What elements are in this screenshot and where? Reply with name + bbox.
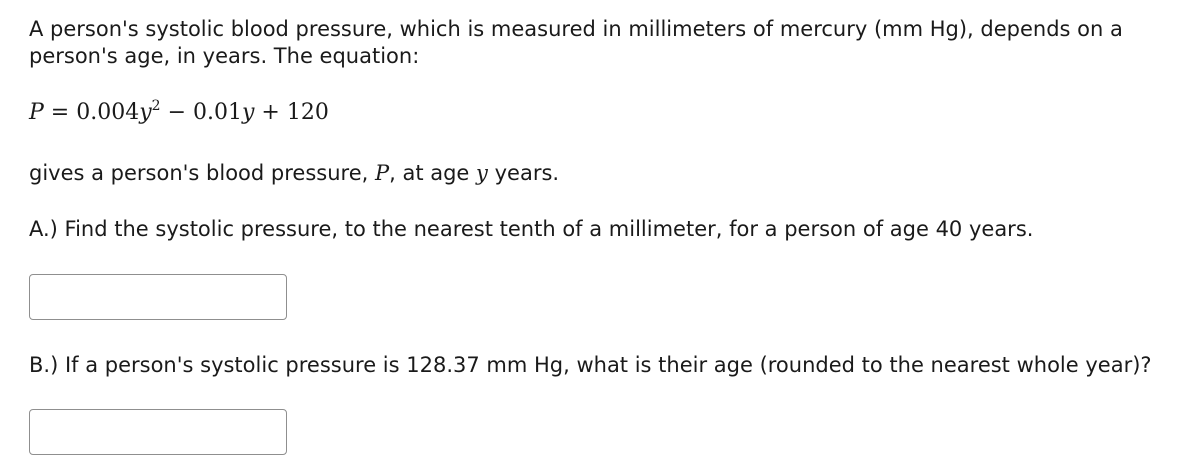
description-post: years. (487, 161, 560, 185)
answer-a-input[interactable] (29, 274, 287, 320)
problem-intro (29, 16, 1169, 70)
description-mid: , at age (389, 161, 477, 185)
equation-lhs: P (29, 100, 44, 125)
equation-exponent: 2 (151, 98, 161, 114)
equation-description (29, 160, 559, 187)
var-p: P (374, 161, 390, 185)
equation-coef1: = 0.004 (43, 100, 140, 125)
equation-constant: + 120 (254, 100, 329, 125)
intro-line-1: A person's systolic blood pressure, which is measured in millimeters of mercury (mm Hg), depends on a (29, 17, 1123, 41)
equation-var-1: y (139, 100, 152, 125)
intro-line-2: person's age, in years. The equation: (29, 44, 420, 68)
answer-b-input[interactable] (29, 409, 287, 455)
question-b: B.) If a person's systolic pressure is 128.37 mm Hg, what is their age (rounded to the nearest whole year)? (29, 353, 1152, 377)
equation-coef2: − 0.01 (160, 100, 242, 125)
pressure-equation (29, 99, 329, 126)
equation-var-2: y (241, 100, 255, 125)
description-pre: gives a person's blood pressure, (29, 161, 375, 185)
question-a: A.) Find the systolic pressure, to the nearest tenth of a millimeter, for a person of age 40 years. (29, 217, 1034, 241)
var-y: y (476, 161, 488, 185)
